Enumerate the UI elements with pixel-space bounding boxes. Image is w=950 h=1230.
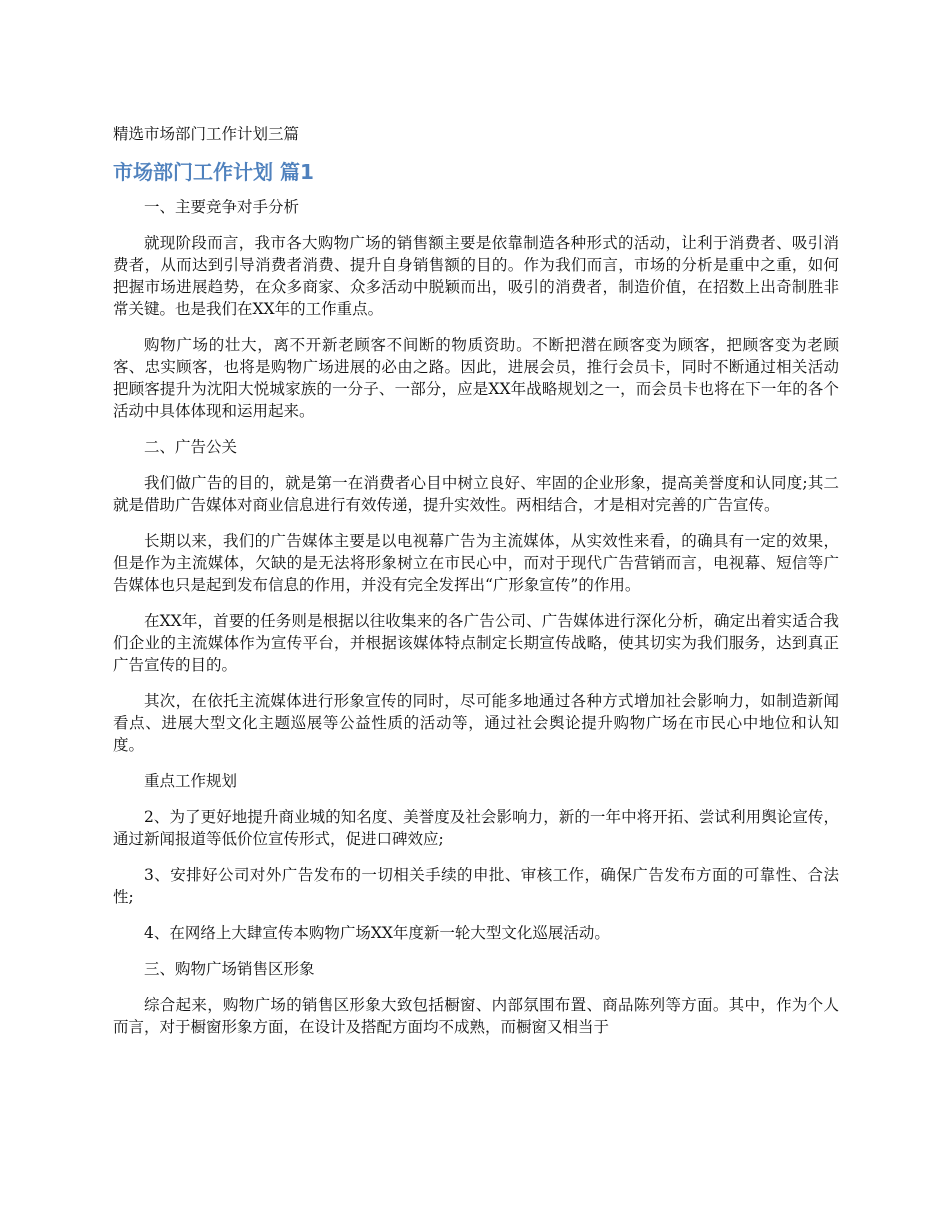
list-item: 3、安排好公司对外广告发布的一切相关手续的申批、审核工作，确保广告发布方面的可靠性、合法性; [113,866,839,906]
document-title: 精选市场部门工作计划三篇 [113,125,300,143]
subheading-competitor-analysis: 一、主要竞争对手分析 [144,198,300,216]
list-item: 4、在网络上大肆宣传本购物广场XX年度新一轮大型文化巡展活动。 [144,924,610,942]
paragraph: 综合起来，购物广场的销售区形象大致包括橱窗、内部氛围布置、商品陈列等方面。其中，作为个人而言，对于橱窗形象方面，在设计及搭配方面均不成熟，而橱窗又相当于 [113,996,839,1036]
list-item: 2、为了更好地提升商业城的知名度、美誉度及社会影响力，新的一年中将开拓、尝试利用舆论宣传，通过新闻报道等低价位宣传形式，促进口碑效应; [113,808,839,848]
paragraph: 就现阶段而言，我市各大购物广场的销售额主要是依靠制造各种形式的活动，让利于消费者、吸引消费者，从而达到引导消费者消费、提升自身销售额的目的。作为我们而言，市场的分析是重中之重，如何把握市场进展趋势，在众多商家、众多活动中脱颖而出，吸引的消费者，制造价值，在招数上出奇制胜非常关键。也是我们在XX年的工作重点。 [113,234,839,318]
subheading-sales-area-image: 三、购物广场销售区形象 [144,960,315,978]
paragraph: 其次，在依托主流媒体进行形象宣传的同时，尽可能多地通过各种方式增加社会影响力，如制造新闻看点、进展大型文化主题巡展等公益性质的活动等，通过社会舆论提升购物广场在市民心中地位和认知度。 [113,692,839,754]
subheading-key-work-plan: 重点工作规划 [144,772,238,790]
subheading-advertising: 二、广告公关 [144,438,238,456]
section-heading: 市场部门工作计划 篇1 [113,160,314,184]
paragraph: 长期以来，我们的广告媒体主要是以电视幕广告为主流媒体，从实效性来看，的确具有一定的效果，但是作为主流媒体，欠缺的是无法将形象树立在市民心中，而对于现代广告营销而言，电视幕、短信等广告媒体也只是起到发布信息的作用，并没有完全发挥出“广形象宣传”的作用。 [113,532,839,594]
document-page [113,122,839,1038]
paragraph: 我们做广告的目的，就是第一在消费者心目中树立良好、牢固的企业形象，提高美誉度和认同度;其二就是借助广告媒体对商业信息进行有效传递，提升实效性。两相结合，才是相对完善的广告宣传。 [113,474,839,514]
paragraph: 在XX年，首要的任务则是根据以往收集来的各广告公司、广告媒体进行深化分析，确定出着实适合我们企业的主流媒体作为宣传平台，并根据该媒体特点制定长期宣传战略，使其切实为我们服务，达到真正广告宣传的目的。 [113,612,839,674]
paragraph: 购物广场的壮大，离不开新老顾客不间断的物质资助。不断把潜在顾客变为顾客，把顾客变为老顾客、忠实顾客，也将是购物广场进展的必由之路。因此，进展会员，推行会员卡，同时不断通过相关活动把顾客提升为沈阳大悦城家族的一分子、一部分，应是XX年战略规划之一，而会员卡也将在下一年的各个活动中具体体现和运用起来。 [113,336,839,420]
